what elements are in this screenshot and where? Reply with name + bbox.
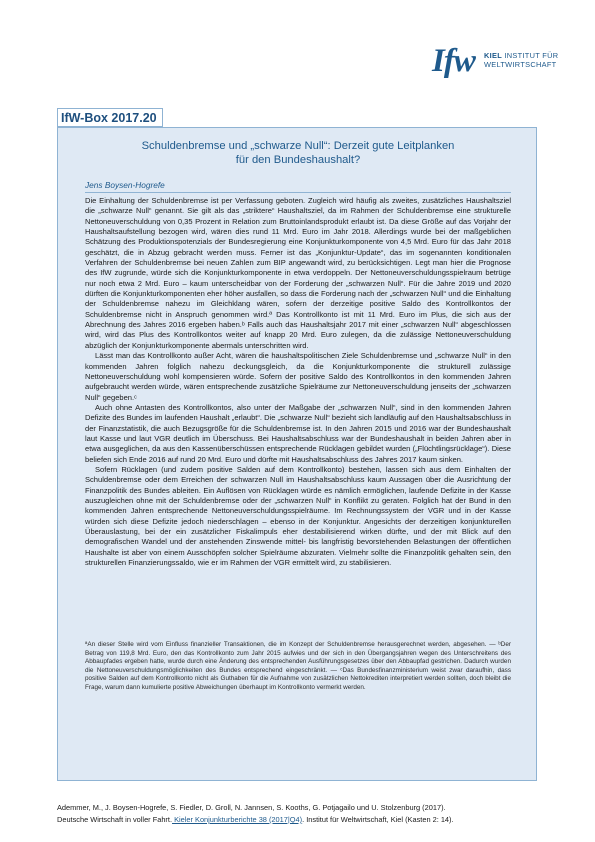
paragraph-4: Sofern Rücklagen (und zudem positive Salden auf dem Kontrollkonto) bestehen, lassen sich aus dem Einhalten der Schuldenbremse oder dem Erreichen der schwarzen Null im Haushaltsabschluss kaum Aussagen über die Ausrichtung der Finanzpolitik des Bundes ableiten. Ein Auflösen von Rücklagen würde es nämlich ermöglichen, laufende Defizite in der Kasse auszugleichen ohne mit der Schuldenbremse oder der „schwarzen Null“ in Konflikt zu geraten. Folglich hat der Bund in den kommenden Jahren entsprechende Nettoneuverschuldungsspielräume. Im Rechnungssystem der VGR und in der Kasse würden sich diese Defizite jedoch niederschlagen – ebenso in der Konjunktur. Angesichts der derzeitigen konjunkturellen Überauslastung, bei der ein zusätzlicher Fiskalimpuls eher destabilisierend wirken dürfte, und der mit Blick auf den demografischen Wandel und der anstehenden Zinswende mittel- bis langfristig bevorstehenden Belastungen der öffentlichen Haushalte ist aber von einem Ausschöpfen solcher Spielräume abzuraten. Vielmehr sollte die Finanzpolitik gehalten sein, den strukturellen Finanzierungssaldo, wie er im Rahmen der VGR ermittelt wird, zu stabilisieren. [85, 464, 511, 568]
paragraph-2: Lässt man das Kontrollkonto außer Acht, wären die haushaltspolitischen Ziele Schuldenbremse und „schwarze Null“ in den kommenden Jahren folglich nahezu deckungsgleich, da die Konjunkturkomponente die strukturell zulässige Nettoneuverschuldung wohl kompensieren würde. Sofern der positive Saldo des Kontrollkontos in den kommenden Jahren aufgebraucht werden würde, wären entsprechende zusätzliche Spielräume zur Nettoneuverschuldung jenseits der „schwarzen Null“ gegeben.ᶜ [85, 351, 511, 402]
info-box [57, 127, 537, 781]
box-body [85, 196, 511, 568]
source-title: Deutsche Wirtschaft in voller Fahrt. [57, 815, 173, 824]
footnote-text: ªAn dieser Stelle wird vom Einfluss finanzieller Transaktionen, die im Konzept der Schuldenbremse herausgerechnet werden, abgesehen. — ᵇDer Betrag von 119,8 Mrd. Euro, den das Kontrollkonto zum Jahr 2015 aufwies und der sich in den Übergangsjahren wegen des Unterschreitens des Abbaupfades ergeben hatte, wurde durch eine Änderung des entsprechenden Ausführungsgesetzes über den Abbaupfad gestrichen. Dadurch wurden die Nettoneuverschuldungsmöglichkeiten des Bundes entsprechend eingeschränkt. — ᶜDas Bundesfinanzministerium weist zwar daraufhin, dass positive Salden auf dem Kontrollkonto nicht als Guthaben für die Aufnahme von zusätzlichen Nettokrediten interpretiert werden sollten, doch bleibt die Frage, warum dann kumulierte positive Abweichungen überhaupt im Kontrollkonto vermerkt werden. [85, 641, 511, 691]
source-publisher: . Institut für Weltwirtschaft, Kiel (Kasten 2: 14). [302, 815, 454, 824]
source-line-2 [57, 814, 537, 826]
paragraph-3: Auch ohne Antasten des Kontrollkontos, also unter der Maßgabe der „schwarzen Null“, sind in den kommenden Jahren Defizite des Bundes im laufenden Haushalt „erlaubt“. Die „schwarze Null“ bezieht sich landläufig auf den Haushaltsabschluss in der Finanzstatistik, die auch Bezugsgröße für die Schuldenbremse ist. In den Jahren 2015 und 2016 war der Bundeshaushalt laut Kasse und laut VGR deutlich im Überschuss. Bei Haushaltsabschluss war der Bundeshaushalt in beiden Jahren aber in etwa ausgeglichen, da aus den Kassenüberschüssen entsprechende Rücklagen gebildet wurden („Flüchtlingsrücklage“). Diese beliefen sich Ende 2016 auf rund 20 Mrd. Euro und dürfte mit Haushaltsabschluss des Jahres 2017 kaum sinken. [85, 402, 511, 464]
source-reference [57, 802, 537, 826]
box-label: IfW-Box 2017.20 [57, 108, 163, 127]
source-link[interactable]: Kieler Konjunkturberichte 38 (2017|Q4) [172, 815, 303, 824]
ifw-logo [432, 44, 572, 80]
box-title [58, 140, 538, 167]
logo-institut: INSTITUT FÜR [502, 51, 559, 60]
footnotes [85, 641, 511, 693]
source-line-1: Ademmer, M., J. Boysen-Hogrefe, S. Fiedler, D. Groll, N. Jannsen, S. Kooths, G. Potjagailo und U. Stolzenburg (2017). [57, 803, 446, 812]
logo-mark: Ifw [432, 43, 475, 79]
author: Jens Boysen-Hogrefe [85, 180, 165, 190]
paragraph-1: Die Einhaltung der Schuldenbremse ist per Verfassung geboten. Zugleich wird häufig als zweites, zusätzliches Haushaltsziel die „schwarze Null“ genannt. Sie gilt als das „striktere“ Haushaltsziel, da im Rahmen der Schuldenbremse eine strukturelle Nettoneuverschuldung von 0,35 Prozent in Relation zum Bruttoinlandsprodukt erlaubt ist. Da diese Größe auf das Vorjahr der Haushaltsaufstellung bezogen wird, wären dies rund 11 Mrd. Euro im Jahr 2018. Allerdings wurde bei der maßgeblichen Schätzung des Produktionspotenzials der Bundesregierung eine Konjunkturkomponente von 4,5 Mrd. Euro für das Jahr 2018 geschätzt, die in Abzug gebracht werden muss. Ferner ist das „Konjunktur-Update“, das im sogenannten konditionalen Verfahren der Schuldenbremse bei neuen Zahlen zum BIP angewandt wird, zu berücksichtigen. Legt man hier die Prognose des IfW zugrunde, würde sich die Konjunkturkomponente in etwa verdoppeln. Der Nettoneuverschuldungsspielraum betrüge nur noch etwa 2 Mrd. Euro – kaum unterscheidbar von der Forderung der „schwarzen Null“. Für die Jahre 2019 und 2020 dürften die Konjunkturkomponenten eher höher ausfallen, so dass die Forderung nach der „schwarzen Null“ und die Einhaltung der Schuldenbremse nahezu im Gleichklang wären, sofern der derzeitige positive Saldo des Kontrollkontos der Schuldenbremse nicht in Anspruch genommen wird.ª Das Kontrollkonto ist mit 11 Mrd. Euro im Plus, die sich aus der Abrechnung des Jahres 2016 ergeben haben.ᵇ Falls auch das Haushaltsjahr 2017 mit einer „schwarzen Null“ abgeschlossen wird, wird das Plus des Kontrollkontos weiter auf knapp 20 Mrd. Euro zulegen, da die zulässige Nettoneuverschuldung abzüglich der Konjunkturkomponente abermals unterschritten wird. [85, 196, 511, 350]
logo-weltwirtschaft: WELTWIRTSCHAFT [484, 60, 557, 69]
box-title-line-2: für den Bundeshaushalt? [235, 153, 361, 166]
logo-kiel: KIEL [484, 51, 503, 60]
divider [85, 192, 511, 193]
logo-wordmark [484, 51, 558, 69]
box-title-line-1: Schuldenbremse und „schwarze Null“: Derzeit gute Leitplanken [141, 140, 455, 152]
